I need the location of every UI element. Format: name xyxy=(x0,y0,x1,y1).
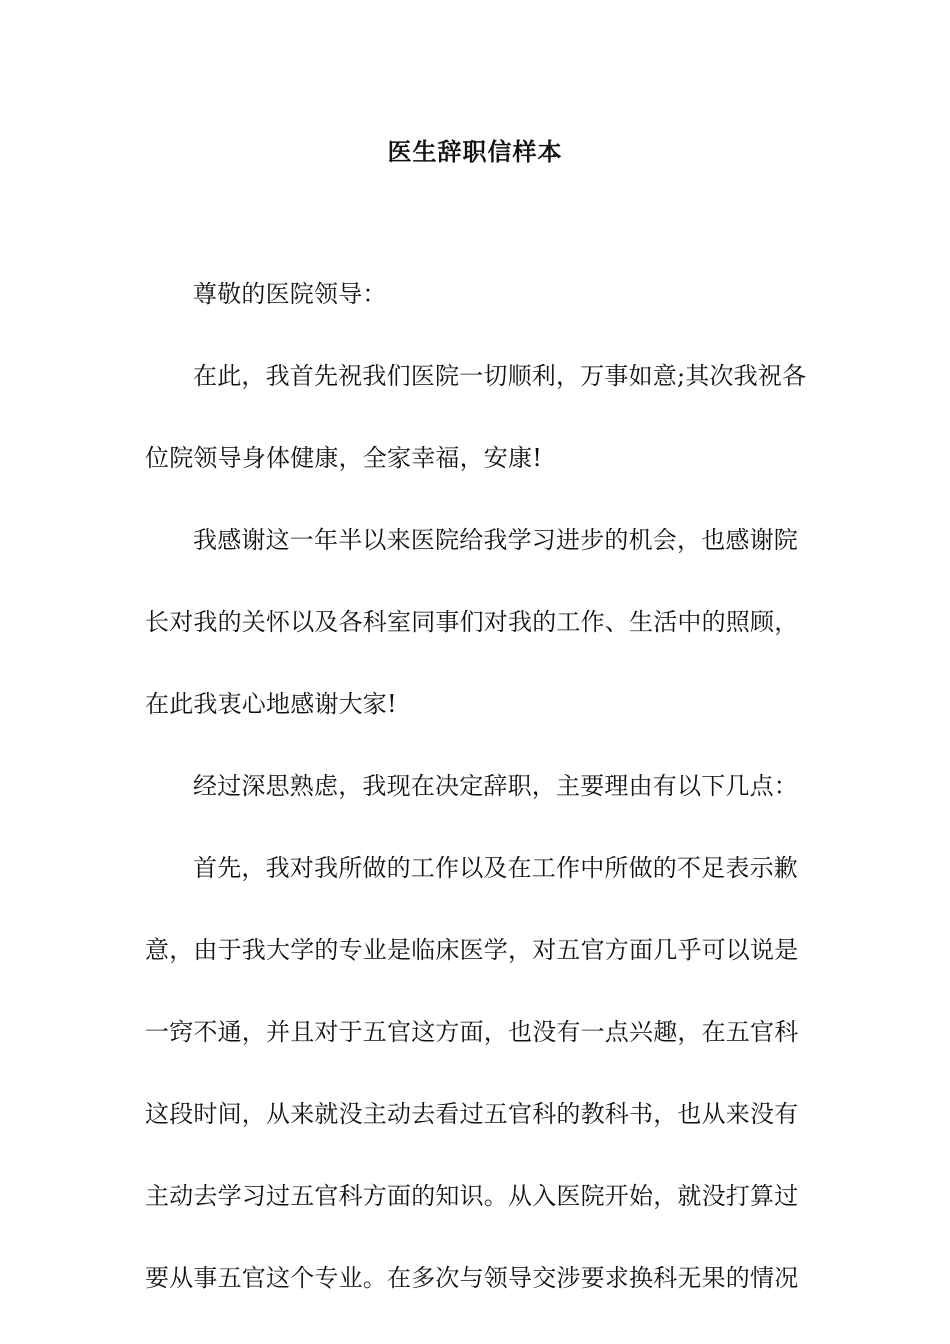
text-line: 位院领导身体健康，全家幸福，安康! xyxy=(145,444,543,472)
text-line: 尊敬的医院领导： xyxy=(193,280,387,308)
text-line: 一窍不通，并且对于五官这方面，也没有一点兴趣，在五官科 xyxy=(145,1018,799,1046)
text-line: 在此，我首先祝我们医院一切顺利，万事如意;其次我祝各 xyxy=(193,362,807,390)
paragraph-decision xyxy=(145,745,810,827)
document-body xyxy=(145,253,810,1319)
paragraph-salutation xyxy=(145,253,810,335)
text-line: 长对我的关怀以及各科室同事们对我的工作、生活中的照顾， xyxy=(145,608,799,636)
text-line: 首先，我对我所做的工作以及在工作中所做的不足表示歉 xyxy=(193,854,798,882)
text-line: 主动去学习过五官科方面的知识。从入医院开始，就没打算过 xyxy=(145,1182,799,1210)
paragraph-reason-first xyxy=(145,827,810,1319)
text-line: 经过深思熟虑，我现在决定辞职，主要理由有以下几点： xyxy=(193,772,798,800)
document-title: 医生辞职信样本 xyxy=(387,137,563,166)
text-line: 我感谢这一年半以来医院给我学习进步的机会，也感谢院 xyxy=(193,526,798,554)
paragraph-greeting xyxy=(145,335,810,499)
text-line: 意，由于我大学的专业是临床医学，对五官方面几乎可以说是 xyxy=(145,936,799,964)
text-line: 要从事五官这个专业。在多次与领导交涉要求换科无果的情况 xyxy=(145,1264,799,1292)
paragraph-thanks xyxy=(145,499,810,745)
text-line: 这段时间，从来就没主动去看过五官科的教科书，也从来没有 xyxy=(145,1100,799,1128)
text-line: 在此我衷心地感谢大家! xyxy=(145,690,397,718)
